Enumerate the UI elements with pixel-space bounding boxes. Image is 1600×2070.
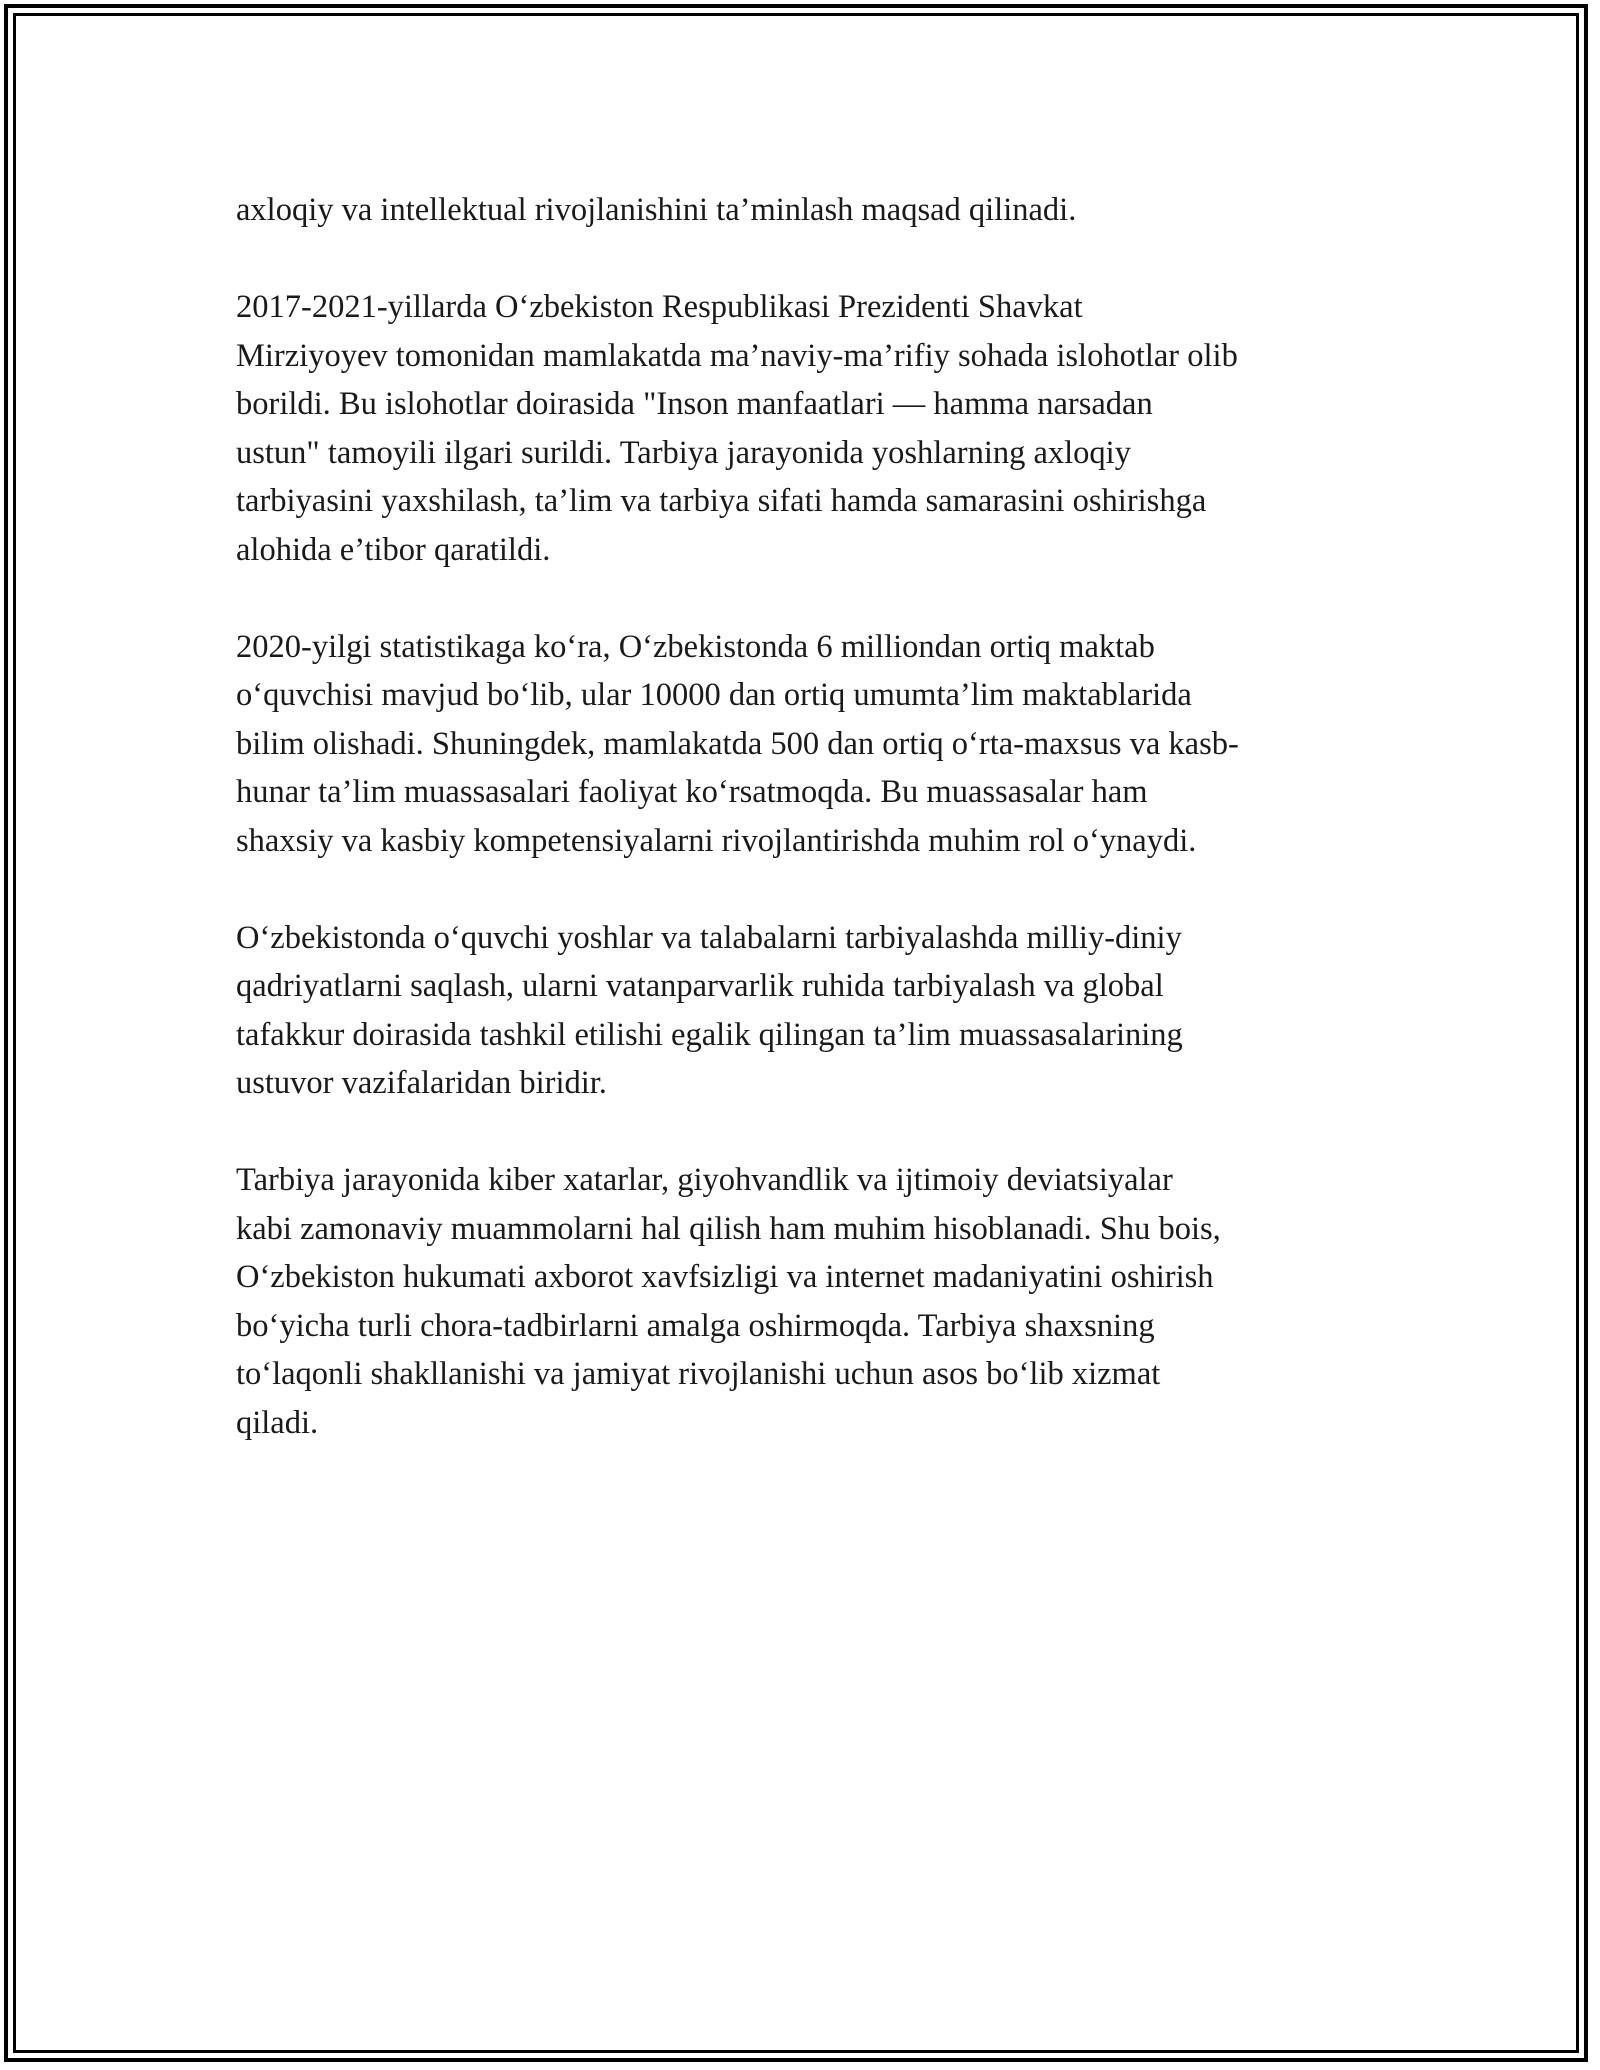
text-line: Tarbiya jarayonida kiber xatarlar, giyohvandlik va ijtimoiy deviatsiyalar xyxy=(236,1162,1173,1198)
text-line: 2020-yilgi statistikaga ko‘ra, O‘zbekistonda 6 milliondan ortiq maktab xyxy=(236,628,1155,665)
text-line: tafakkur doirasida tashkil etilishi egalik qilingan ta’lim muassasalarining xyxy=(236,1016,1183,1053)
text-line: ustun" tamoyili ilgari surildi. Tarbiya jarayonida yoshlarning axloqiy xyxy=(236,434,1131,471)
text-line: o‘quvchisi mavjud bo‘lib, ular 10000 dan ortiq umumta’lim maktablarida xyxy=(236,677,1192,713)
paragraph-4 xyxy=(236,914,1376,1108)
paragraph-5 xyxy=(236,1156,1376,1447)
document-body xyxy=(236,186,1376,1496)
text-line: alohida e’tibor qaratildi. xyxy=(236,531,551,568)
paragraph-1 xyxy=(236,186,1376,235)
paragraph-3 xyxy=(236,623,1376,866)
text-line: O‘zbekistonda o‘quvchi yoshlar va talabalarni tarbiyalashda milliy-diniy xyxy=(236,919,1182,956)
text-line: Mirziyoyev tomonidan mamlakatda ma’naviy-ma’rifiy sohada islohotlar olib xyxy=(236,337,1238,374)
text-line: tarbiyasini yaxshilash, ta’lim va tarbiya sifati hamda samarasini oshirishga xyxy=(236,483,1207,519)
text-line: qadriyatlarni saqlash, ularni vatanparvarlik ruhida tarbiyalash va global xyxy=(236,968,1164,1004)
text-line: 2017-2021-yillarda O‘zbekiston Respublikasi Prezidenti Shavkat xyxy=(236,289,1083,325)
text-line: O‘zbekiston hukumati axborot xavfsizligi va internet madaniyatini oshirish xyxy=(236,1259,1214,1295)
text-line: kabi zamonaviy muammolarni hal qilish ham muhim hisoblanadi. Shu bois, xyxy=(236,1210,1221,1247)
text-line: borildi. Bu islohotlar doirasida "Inson manfaatlari — hamma narsadan xyxy=(236,386,1153,422)
text-line: qiladi. xyxy=(236,1404,319,1441)
text-line: hunar ta’lim muassasalari faoliyat ko‘rsatmoqda. Bu muassasalar ham xyxy=(236,774,1148,810)
text-line: bilim olishadi. Shuningdek, mamlakatda 500 dan ortiq o‘rta-maxsus va kasb- xyxy=(236,725,1239,762)
text-line: shaxsiy va kasbiy kompetensiyalarni rivojlantirishda muhim rol o‘ynaydi. xyxy=(236,822,1197,859)
text-line: ustuvor vazifalaridan biridir. xyxy=(236,1065,607,1101)
paragraph-2 xyxy=(236,283,1376,574)
text-line: bo‘yicha turli chora-tadbirlarni amalga oshirmoqda. Tarbiya shaxsning xyxy=(236,1307,1155,1344)
text-line: axloqiy va intellektual rivojlanishini ta’minlash maqsad qilinadi. xyxy=(236,192,1077,228)
text-line: to‘laqonli shakllanishi va jamiyat rivojlanishi uchun asos bo‘lib xizmat xyxy=(236,1356,1161,1392)
